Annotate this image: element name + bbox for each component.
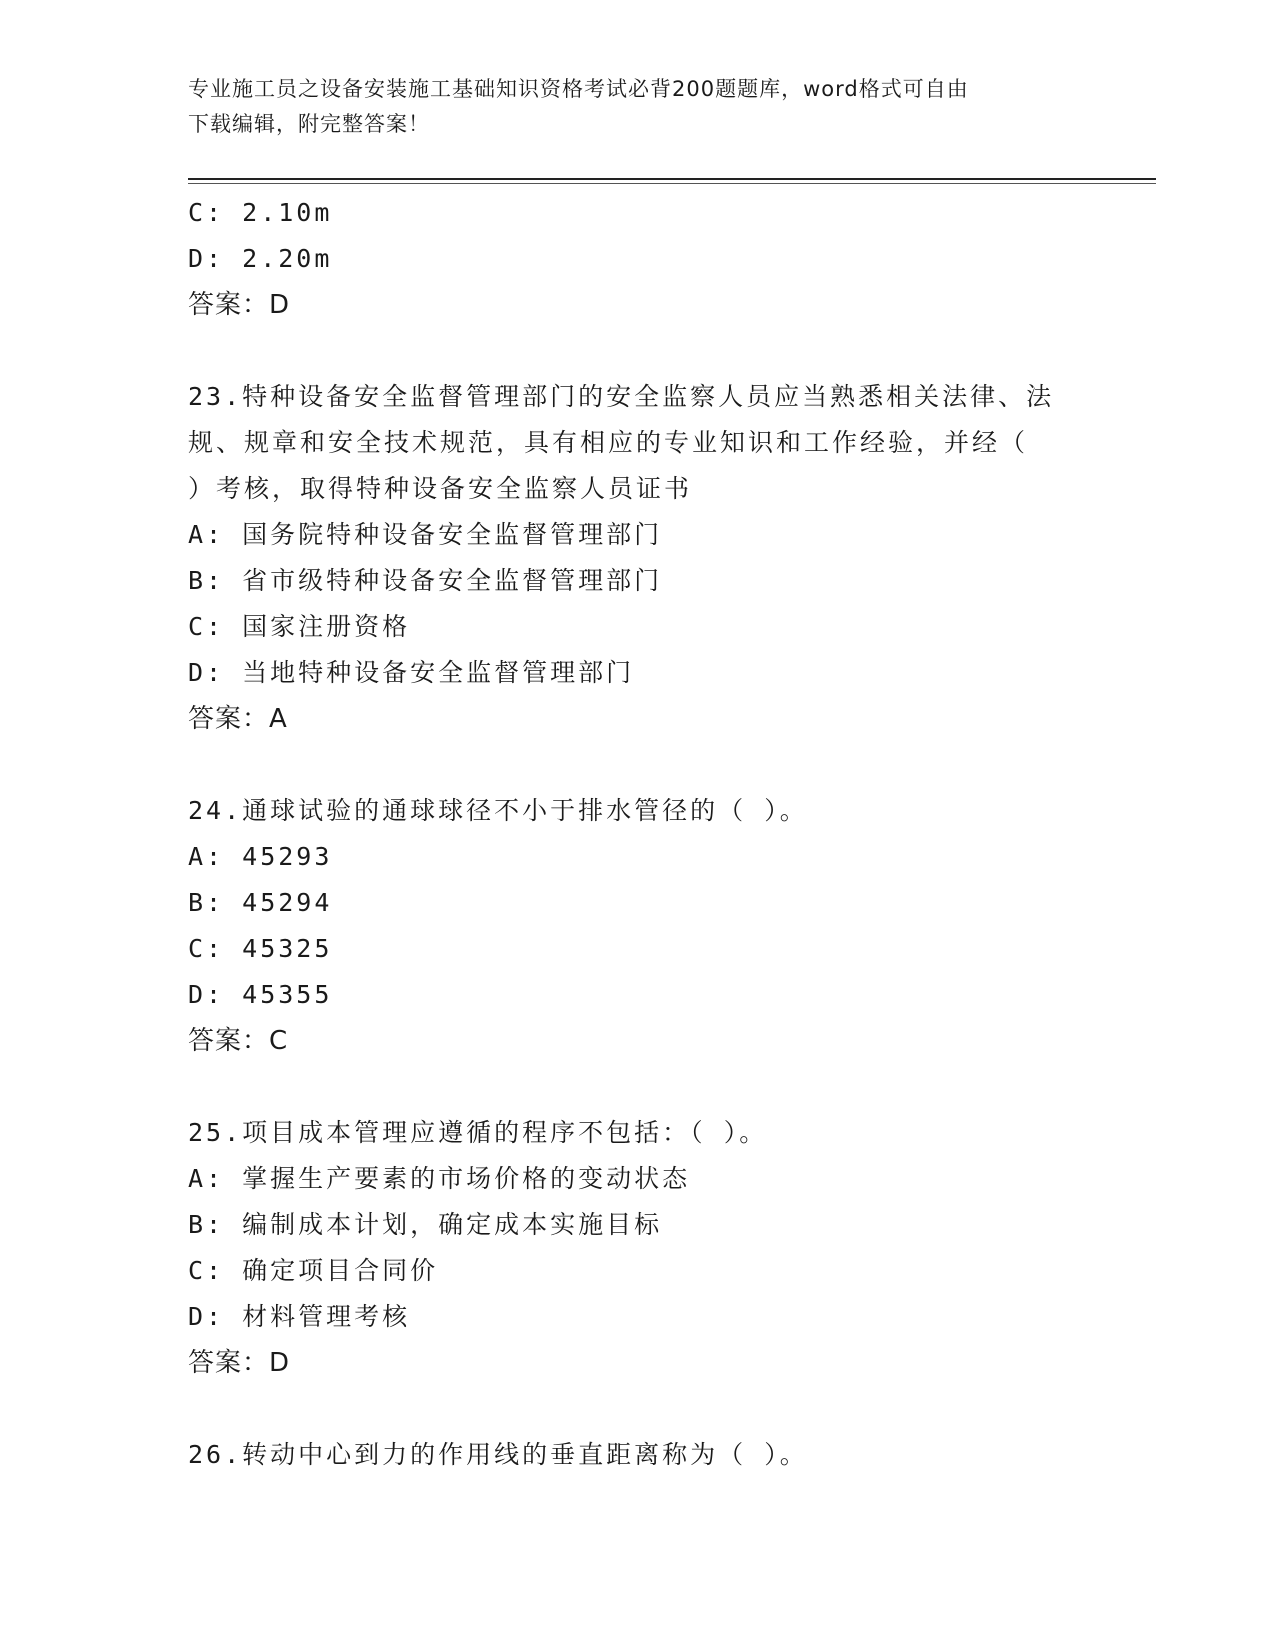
question-block-23 bbox=[188, 374, 1088, 742]
option-b: B: 45294 bbox=[188, 888, 333, 917]
option-c: C: 45325 bbox=[188, 934, 333, 963]
option-d: D: 45355 bbox=[188, 980, 333, 1009]
header-line-2: 下载编辑，附完整答案！ bbox=[188, 112, 430, 136]
option-b: B: 省市级特种设备安全监督管理部门 bbox=[188, 566, 663, 595]
option-a: A: 国务院特种设备安全监督管理部门 bbox=[188, 520, 663, 549]
option-b: B: 编制成本计划，确定成本实施目标 bbox=[188, 1210, 663, 1239]
question-block-24 bbox=[188, 788, 1088, 1064]
question-text: 24.通球试验的通球球径不小于排水管径的（ ）。 bbox=[188, 796, 808, 825]
question-text: ）考核，取得特种设备安全监察人员证书 bbox=[188, 474, 693, 503]
option-d: D: 当地特种设备安全监督管理部门 bbox=[188, 658, 635, 687]
option-d: D: 材料管理考核 bbox=[188, 1302, 411, 1331]
option-c: C: 2.10m bbox=[188, 198, 333, 227]
spacer bbox=[188, 1064, 1088, 1110]
question-block-22 bbox=[188, 190, 1088, 328]
answer-line: 答案：C bbox=[188, 1026, 289, 1056]
question-text: 25.项目成本管理应遵循的程序不包括：（ ）。 bbox=[188, 1118, 768, 1147]
question-text: 规、规章和安全技术规范，具有相应的专业知识和工作经验，并经（ bbox=[188, 428, 1029, 457]
question-text: 23.特种设备安全监督管理部门的安全监察人员应当熟悉相关法律、法 bbox=[188, 382, 1055, 411]
spacer bbox=[188, 328, 1088, 374]
header-divider-thick bbox=[188, 178, 1156, 180]
answer-line: 答案：D bbox=[188, 290, 291, 320]
question-list bbox=[188, 190, 1088, 1478]
answer-line: 答案：A bbox=[188, 704, 288, 734]
option-d: D: 2.20m bbox=[188, 244, 333, 273]
question-block-26 bbox=[188, 1432, 1088, 1478]
option-a: A: 掌握生产要素的市场价格的变动状态 bbox=[188, 1164, 691, 1193]
option-a: A: 45293 bbox=[188, 842, 333, 871]
header-line-1: 专业施工员之设备安装施工基础知识资格考试必背200题题库，word格式可自由 bbox=[188, 77, 969, 101]
option-c: C: 国家注册资格 bbox=[188, 612, 411, 641]
header-divider-thin bbox=[188, 183, 1156, 184]
option-c: C: 确定项目合同价 bbox=[188, 1256, 439, 1285]
document-header bbox=[188, 72, 1088, 142]
question-block-25 bbox=[188, 1110, 1088, 1386]
question-text: 26.转动中心到力的作用线的垂直距离称为（ ）。 bbox=[188, 1440, 808, 1469]
spacer bbox=[188, 1386, 1088, 1432]
spacer bbox=[188, 742, 1088, 788]
answer-line: 答案：D bbox=[188, 1348, 291, 1378]
